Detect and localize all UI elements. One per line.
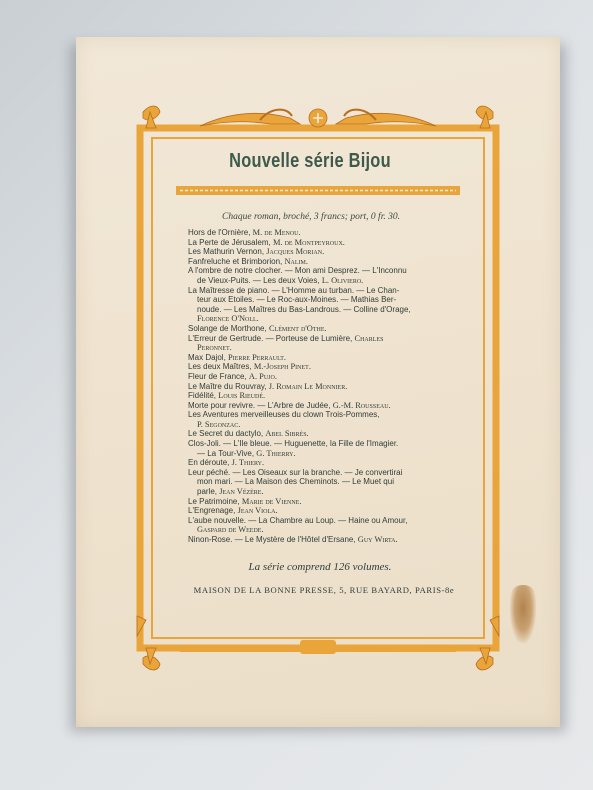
book-title-text: Hors de l'Ornière, [188, 228, 253, 237]
book-author: M. de Menou. [252, 228, 301, 237]
book-entry [188, 439, 456, 449]
book-entry [188, 382, 456, 392]
book-author: Nalim. [284, 256, 308, 266]
book-title-text: Fidélité, [188, 391, 219, 401]
book-title-text: Ninon-Rose. — Le Mystère de l'Hôtel d'Ersane, [188, 535, 358, 544]
book-author: Guy Wirta. [357, 535, 398, 544]
book-author: Florence O'Noll. [197, 314, 259, 324]
book-title-text: A l'ombre de notre clocher. — Mon ami Desprez. — L'Inconnu [188, 266, 407, 276]
book-entry [188, 305, 456, 315]
book-title-text: de Vieux-Puits. — Les deux Voies, [197, 275, 322, 285]
book-title-text: L'aube nouvelle. — La Chambre au Loup. — Haine ou Amour, [188, 515, 408, 525]
series-title: Nouvelle série Bijou [229, 150, 391, 172]
book-entry [188, 353, 456, 363]
book-list [188, 228, 456, 545]
book-author: Gaspard de Weede. [197, 525, 264, 535]
book-entry [188, 247, 456, 257]
book-title-text: noude. — Les Maîtres du Bas-Landrous. — Colline d'Orage, [197, 304, 411, 314]
book-entry [188, 535, 456, 545]
book-entry [188, 295, 456, 305]
book-author: Abel Sibrès. [265, 429, 309, 439]
book-author: Jacques Morian. [266, 247, 325, 257]
book-title-text: teur aux Etoiles. — Le Roc-aux-Moines. — Mathias Ber- [197, 295, 397, 305]
book-title-text: Fanfreluche et Brimborion, [188, 256, 285, 266]
book-title-text: Leur péché. — Les Oiseaux sur la branche. — Je convertirai [188, 467, 403, 477]
book-author: A. Pujo. [248, 371, 277, 381]
book-title-text: Le Maître du Rouvray, [188, 381, 269, 391]
book-entry [188, 343, 456, 353]
book-author: M.-Joseph Pinet. [253, 362, 311, 372]
book-author: M. de Montpeyroux. [272, 237, 345, 247]
book-author: J. Romain Le Monnier. [268, 381, 348, 391]
book-author: Jean Vézère. [219, 487, 264, 497]
book-entry [188, 372, 456, 382]
book-title-text: Solange de Morthone, [188, 323, 269, 333]
book-entry [188, 506, 456, 516]
book-entry [188, 420, 456, 430]
book-title-text: Les Mathurin Vernon, [188, 247, 267, 257]
book-entry [188, 487, 456, 497]
book-entry [188, 391, 456, 401]
book-title-text: — La Tour-Vive, [197, 448, 257, 458]
book-title-text: L'Erreur de Gertrude. — Porteuse de Lumière, [188, 333, 355, 343]
book-entry [188, 314, 456, 324]
book-title-text: La Maîtresse de piano. — L'Homme au turban. — Le Chan- [188, 285, 400, 295]
book-title-text: Fleur de France, [188, 371, 249, 381]
book-entry [188, 257, 456, 267]
book-author: Pierre Perrault. [228, 352, 286, 362]
book-entry [188, 362, 456, 372]
book-author: P. Segonzac. [197, 419, 241, 429]
book-title-text: En déroute, [188, 458, 232, 468]
book-entry [188, 458, 456, 468]
book-entry [188, 468, 456, 478]
book-author: Marie de Vienne. [241, 496, 302, 506]
book-title-text: L'Engrenage, [188, 506, 238, 516]
book-entry [188, 525, 456, 535]
book-author: G. Thierry. [256, 448, 296, 458]
book-title-text: Les Aventures merveilleuses du clown Trois-Pommes, [188, 410, 380, 420]
book-title-text: La Perte de Jérusalem, [188, 237, 273, 247]
book-title-text: Clos-Joli. — L'Ile bleue. — Huguenette, la Fille de l'Imagier. [188, 439, 399, 449]
book-entry [188, 238, 456, 248]
book-author: L. Oliviero. [321, 275, 364, 285]
book-entry [188, 401, 456, 411]
book-entry [188, 410, 456, 420]
book-entry [188, 228, 456, 238]
book-entry [188, 497, 456, 507]
book-title-text: Le Patrimoine, [188, 496, 242, 506]
book-title-text: parle, [197, 487, 220, 497]
book-entry [188, 276, 456, 286]
book-entry [188, 429, 456, 439]
book-title-text: Le Secret du dactylo, [188, 429, 266, 439]
book-author: Jean Viola. [237, 506, 278, 516]
book-author: Peronnet. [197, 343, 232, 353]
book-title-text: Max Dajol, [188, 352, 229, 362]
book-entry [188, 324, 456, 334]
series-count: La série comprend 126 volumes. [248, 561, 392, 573]
book-entry [188, 449, 456, 459]
book-entry [188, 266, 456, 276]
book-author: G.-M. Rousseau. [332, 400, 391, 410]
book-author: Charles [354, 333, 384, 343]
book-entry [188, 334, 456, 344]
book-entry [188, 477, 456, 487]
publisher-address: MAISON DE LA BONNE PRESSE, 5, RUE BAYARD, PARIS-8e [193, 585, 455, 595]
book-author: J. Thiery. [231, 458, 265, 468]
book-author: Louis Rieudé. [218, 391, 266, 401]
book-title-text: mon mari. — La Maison des Cheminots. — Le Muet qui [197, 477, 394, 487]
book-author: Clément d'Othe. [268, 323, 327, 333]
pricing-line: Chaque roman, broché, 3 francs; port, 0 fr. 30. [222, 212, 400, 222]
book-title-text: Morte pour revivre. — L'Arbre de Judée, [188, 400, 333, 410]
book-title-text: Les deux Maîtres, [188, 362, 254, 372]
book-entry [188, 286, 456, 296]
book-entry [188, 516, 456, 526]
